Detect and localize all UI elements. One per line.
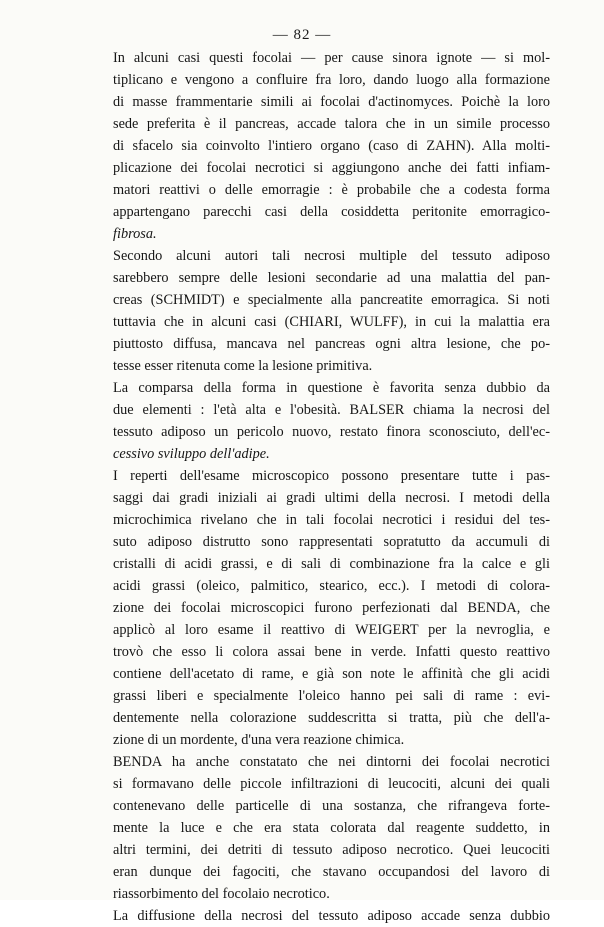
- text-line: contiene dell'acetato di rame, e già son note le affinità che gli acidi: [113, 666, 550, 682]
- text-line: applicò al loro esame il reattivo di WEIGERT per la nevroglia, e: [113, 622, 550, 638]
- text-line: I reperti dell'esame microscopico possono presentare tutte i pas-: [113, 468, 550, 484]
- text-line: di sfacelo sia coinvolto l'intiero organo (caso di ZAHN). Alla molti-: [113, 138, 550, 154]
- text-line: tiplicano e vengono a confluire fra loro, dando luogo alla formazione: [113, 72, 550, 88]
- text-line: sede preferita è il pancreas, accade talora che in un simile processo: [113, 116, 550, 132]
- text-line: contenevano delle particelle di una sostanza, che rifrangeva forte-: [113, 798, 550, 814]
- text-line: BENDA ha anche constatato che nei dintorni dei focolai necrotici: [113, 754, 550, 770]
- page-number: — 82 —: [272, 27, 332, 43]
- text-line: dentemente nella colorazione suddescritta si tratta, più che dell'a-: [113, 710, 550, 726]
- text-line: tesse esser ritenuta come la lesione primitiva.: [113, 358, 373, 374]
- text-line: di masse frammentarie simili ai focolai d'actinomyces. Poichè la loro: [113, 94, 550, 110]
- text-line: tuttavia che in alcuni casi (CHIARI, WULFF), in cui la malattia era: [113, 314, 550, 330]
- text-line: creas (SCHMIDT) e specialmente alla pancreatite emorragica. Si noti: [113, 292, 550, 308]
- text-line: In alcuni casi questi focolai — per cause sinora ignote — si mol-: [113, 50, 550, 66]
- text-line: altri termini, dei detriti di tessuto adiposo necrotico. Quei leucociti: [113, 842, 550, 858]
- text-line: grassi liberi e specialmente l'oleico hanno pei sali di rame : evi-: [113, 688, 550, 704]
- text-line: suto adiposo distrutto sono rappresentati sopratutto da accumuli di: [113, 534, 550, 550]
- text-line: trovò che esso li colora assai bene in verde. Infatti questo reattivo: [113, 644, 550, 660]
- text-line: mente la luce e che era stata colorata dal reagente suddetto, in: [113, 820, 550, 836]
- text-line: saggi dai gradi iniziali ai gradi ultimi della necrosi. I metodi della: [113, 490, 550, 506]
- text-line: zione di un mordente, d'una vera reazione chimica.: [113, 732, 405, 748]
- text-line: sarebbero sempre delle lesioni secondarie ad una malattia del pan-: [113, 270, 550, 286]
- text-line: matori reattivi o delle emorragie : è probabile che a codesta forma: [113, 182, 550, 198]
- text-line: La comparsa della forma in questione è favorita senza dubbio da: [113, 380, 550, 396]
- text-line: eran dunque dei fagociti, che stavano occupandosi del lavoro di: [113, 864, 550, 880]
- text-line: tessuto adiposo un pericolo nuovo, restato finora sconosciuto, dell'ec-: [113, 424, 550, 440]
- text-line: cristalli di acidi grassi, e di sali di combinazione fra la calce e gli: [113, 556, 550, 572]
- text-line: appartengano parecchi casi della cosiddetta peritonite emorragico-: [113, 204, 550, 220]
- text-line: plicazione dei focolai necrotici si aggiungono anche dei fatti infiam-: [113, 160, 550, 176]
- text-line: acidi grassi (oleico, palmitico, stearico, ecc.). I metodi di colora-: [113, 578, 550, 594]
- text-line: La diffusione della necrosi del tessuto adiposo accade senza dubbio: [113, 908, 550, 924]
- text-line: Secondo alcuni autori tali necrosi multiple del tessuto adiposo: [113, 248, 550, 264]
- body-text: [113, 47, 550, 927]
- text-line: due elementi : l'età alta e l'obesità. BALSER chiama la necrosi del: [113, 402, 550, 418]
- text-line: riassorbimento del focolaio necrotico.: [113, 886, 330, 902]
- text-line: piuttosto diffusa, mancava nel pancreas ogni altra lesione, che po-: [113, 336, 550, 352]
- text-line: si formavano delle piccole infiltrazioni di leucociti, alcuni dei quali: [113, 776, 550, 792]
- text-line: cessivo sviluppo dell'adipe.: [113, 446, 270, 462]
- text-line: zione dei focolai microscopici furono perfezionati dal BENDA, che: [113, 600, 550, 616]
- text-line: microchimica rivelano che in tali focolai necrotici i residui del tes-: [113, 512, 550, 528]
- text-line: fibrosa.: [113, 226, 157, 242]
